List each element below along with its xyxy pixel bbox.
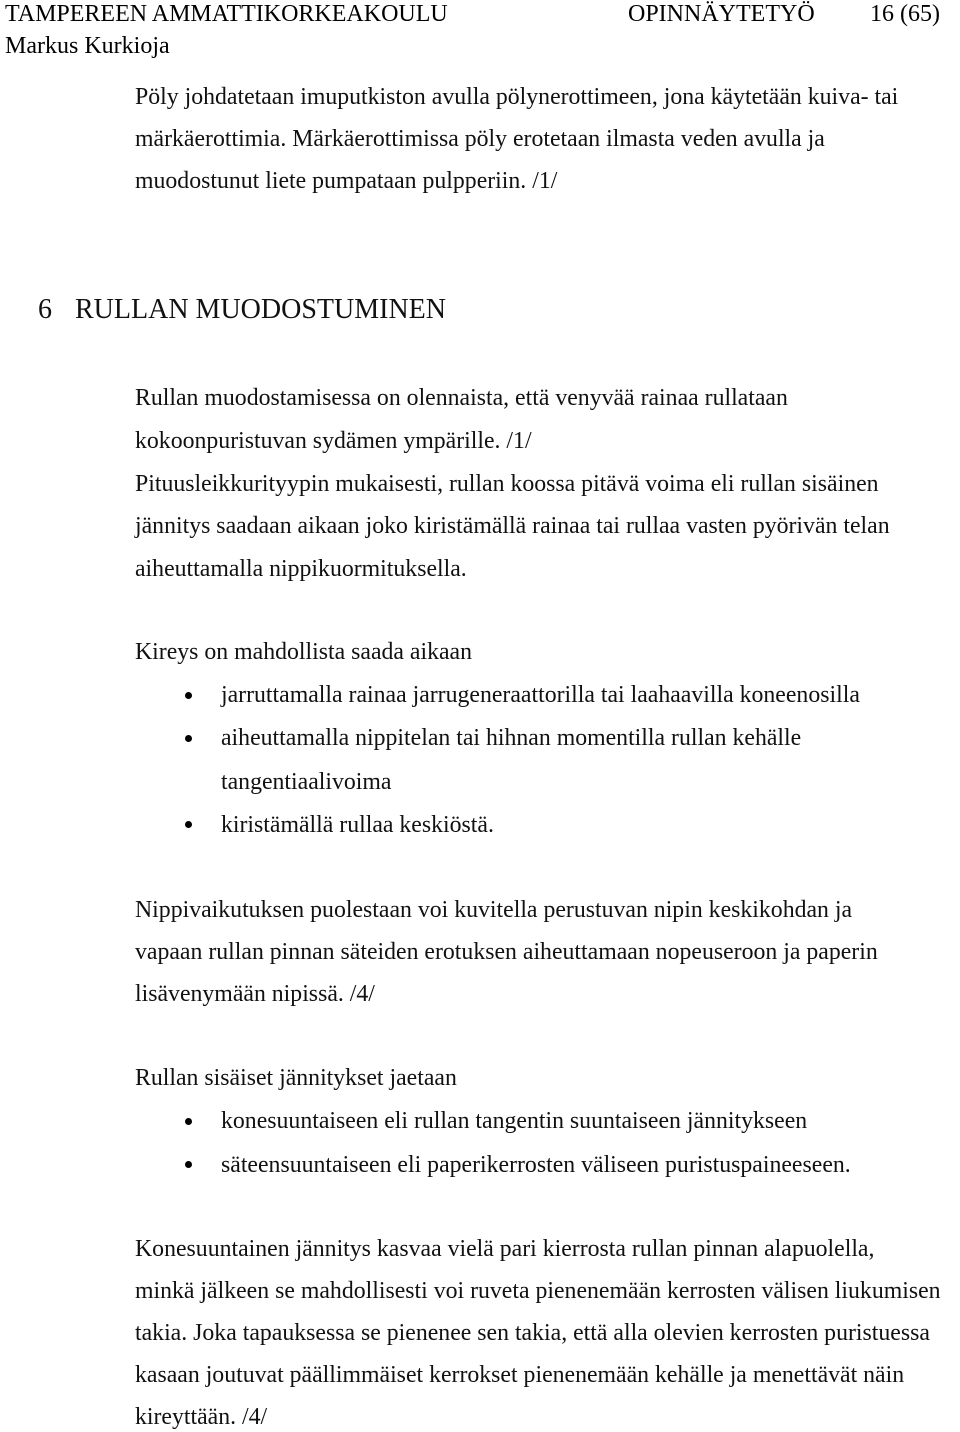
text-line: aiheuttamalla nippikuormituksella. [135,556,467,582]
tension-methods-list [185,681,860,839]
bullet-text [221,811,860,839]
text-line: kokoonpuristuvan sydämen ympärille. /1/ [135,427,532,454]
text-line: kiristämällä rullaa keskiöstä. [221,811,494,838]
bullet-text [221,681,860,709]
stress-types-list [185,1107,851,1179]
text-line: kasaan joutuvat päällimmäiset kerrokset pienenemään kehälle ja menettävät näin [135,1362,905,1388]
bullet-item [185,681,860,709]
section-heading [0,293,960,327]
document-type: OPINNÄYTETYÖ [628,1,815,27]
text-line: Kireys on mahdollista saada aikaan [135,639,473,665]
text-line: minkä jälkeen se mahdollisesti voi ruveta pienenemään kerrosten välisen liukumisen [135,1278,941,1304]
bullet-item [185,811,860,839]
bullet-item [185,1151,851,1179]
text-line: Pituusleikkurityypin mukaisesti, rullan koossa pitävä voima eli rullan sisäinen [135,470,879,497]
bullet-icon [185,735,192,742]
bullet-text [221,724,860,795]
bullet-icon [185,1161,192,1168]
text-line: Konesuuntainen jännitys kasvaa vielä pari kierrosta rullan pinnan alapuolella, [135,1236,875,1262]
text-line: Nippivaikutuksen puolestaan voi kuvitella perustuvan nipin keskikohdan ja [135,897,853,923]
text-line: jarruttamalla rainaa jarrugeneraattorilla tai laahaavilla koneenosilla [221,682,860,708]
page-number: 16 (65) [870,1,940,27]
bullet-item [185,724,860,795]
section-title: RULLAN MUODOSTUMINEN [75,294,446,325]
formation-paragraph [135,384,890,583]
text-line: märkäerottimia. Märkäerottimissa pöly erotetaan ilmasta veden avulla ja [135,126,825,152]
author-name: Markus Kurkioja [5,33,170,59]
bullet-icon [185,692,192,699]
machine-direction-paragraph [135,1235,941,1431]
bullet-text [221,1107,851,1135]
text-line: lisävenymään nipissä. /4/ [135,981,375,1007]
bullet-icon [185,821,192,828]
text-line: vapaan rullan pinnan säteiden erotuksen aiheuttamaan nopeuseroon ja paperin [135,939,878,965]
nip-paragraph [135,896,878,1008]
section-number: 6 [38,294,52,325]
text-line: kireyttään. /4/ [135,1404,268,1430]
tension-intro-paragraph [135,638,472,666]
text-line: takia. Joka tapauksessa se pienenee sen takia, että alla olevien kerrosten puristuessa [135,1320,930,1346]
bullet-icon [185,1118,192,1125]
stress-intro-paragraph [135,1064,457,1092]
text-line: aiheuttamalla nippitelan tai hihnan momentilla rullan kehälle [221,725,802,752]
bullet-item [185,1107,851,1135]
text-line: jännitys saadaan aikaan joko kiristämällä rainaa tai rullaa vasten pyörivän telan [135,513,890,540]
text-line: konesuuntaiseen eli rullan tangentin suuntaiseen jännitykseen [221,1108,808,1134]
text-line: säteensuuntaiseen eli paperikerrosten väliseen puristuspaineeseen. [221,1151,851,1178]
intro-paragraph [135,83,898,195]
text-line: Pöly johdatetaan imuputkiston avulla pölynerottimeen, jona käytetään kuiva- tai [135,84,899,110]
text-line: tangentiaalivoima [221,768,392,795]
text-line: Rullan muodostamisessa on olennaista, että venyvää rainaa rullataan [135,385,788,411]
text-line: Rullan sisäiset jännitykset jaetaan [135,1065,457,1091]
bullet-text [221,1151,851,1179]
institution-name: TAMPEREEN AMMATTIKORKEAKOULU [5,1,448,27]
text-line: muodostunut liete pumpataan pulpperiin. /1/ [135,168,558,194]
